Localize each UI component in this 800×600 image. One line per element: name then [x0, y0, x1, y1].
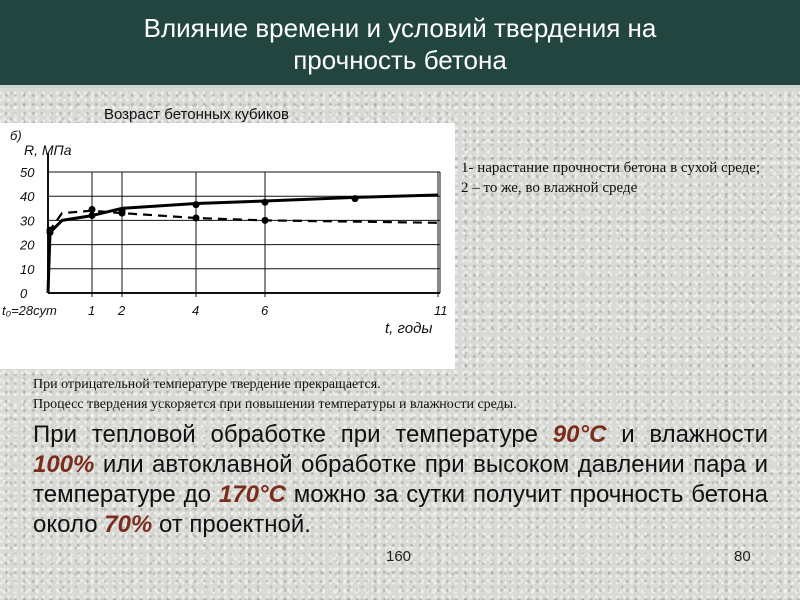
series-2-point: [262, 217, 269, 224]
chart-legend: [461, 158, 789, 198]
temperature-90: 90°С: [552, 421, 607, 448]
text-part-5: от проектной.: [152, 511, 311, 538]
series-1-line: [48, 195, 438, 293]
note-negative-temperature: При отрицательной температуре твердение прекращается.: [33, 377, 381, 392]
series-1-point: [89, 212, 96, 219]
series-1-point: [262, 199, 269, 206]
chart-caption: Возраст бетонных кубиков: [104, 106, 290, 123]
note-hardening-acceleration: Процесс твердения ускоряется при повышении температуры и влажности среды.: [33, 397, 517, 412]
origin-label: t₀=28сут: [2, 303, 57, 318]
series-1-point: [193, 201, 200, 208]
series-2-point: [47, 227, 54, 234]
panel-label: б): [10, 128, 22, 143]
y-tick-label: 10: [20, 261, 35, 277]
main-paragraph: [33, 420, 768, 540]
legend-item-1: 1- нарастание прочности бетона в сухой среде;: [461, 160, 761, 176]
page-number-right: 80: [734, 548, 751, 565]
x-axis-label: t, годы: [385, 320, 433, 337]
y-tick-label: 40: [20, 189, 35, 205]
text-part-1: При тепловой обработке при температуре: [33, 421, 553, 448]
text-part-3: или автоклавной обработке при высоком давлении пара и температуре до: [33, 451, 768, 508]
series-2-line: [48, 211, 438, 293]
y-tick-label: 30: [20, 213, 35, 229]
text-part-4: можно за сутки получит прочность бетона около: [33, 481, 768, 538]
series-2-point: [193, 214, 200, 221]
y-tick-label: 50: [20, 165, 35, 180]
title-line-2: прочность бетона: [293, 45, 507, 75]
legend-item-2: 2 – то же, во влажной среде: [461, 180, 638, 196]
humidity-100: 100%: [33, 451, 95, 478]
temperature-170: 170°С: [218, 481, 286, 508]
x-tick-label: 4: [192, 303, 200, 318]
series-1-point: [352, 195, 359, 202]
page-number-left: 160: [386, 548, 412, 565]
x-tick-label: 6: [261, 303, 269, 318]
series-2-point: [89, 206, 96, 213]
x-tick-label: 1: [88, 303, 96, 318]
series-2-point: [119, 210, 126, 217]
title-line-1: Влияние времени и условий твердения на: [143, 13, 657, 43]
strength-70-percent: 70%: [104, 511, 153, 538]
y-tick-label: 0: [20, 286, 28, 301]
x-tick-label: 11: [434, 303, 448, 318]
x-tick-label: 2: [118, 303, 126, 318]
y-axis-label: R, МПа: [24, 142, 72, 158]
chart-panel: [0, 123, 455, 369]
text-part-2: и влажности: [606, 421, 768, 448]
slide-title: [0, 0, 800, 88]
strength-chart: [0, 123, 455, 369]
y-tick-label: 20: [20, 237, 35, 253]
